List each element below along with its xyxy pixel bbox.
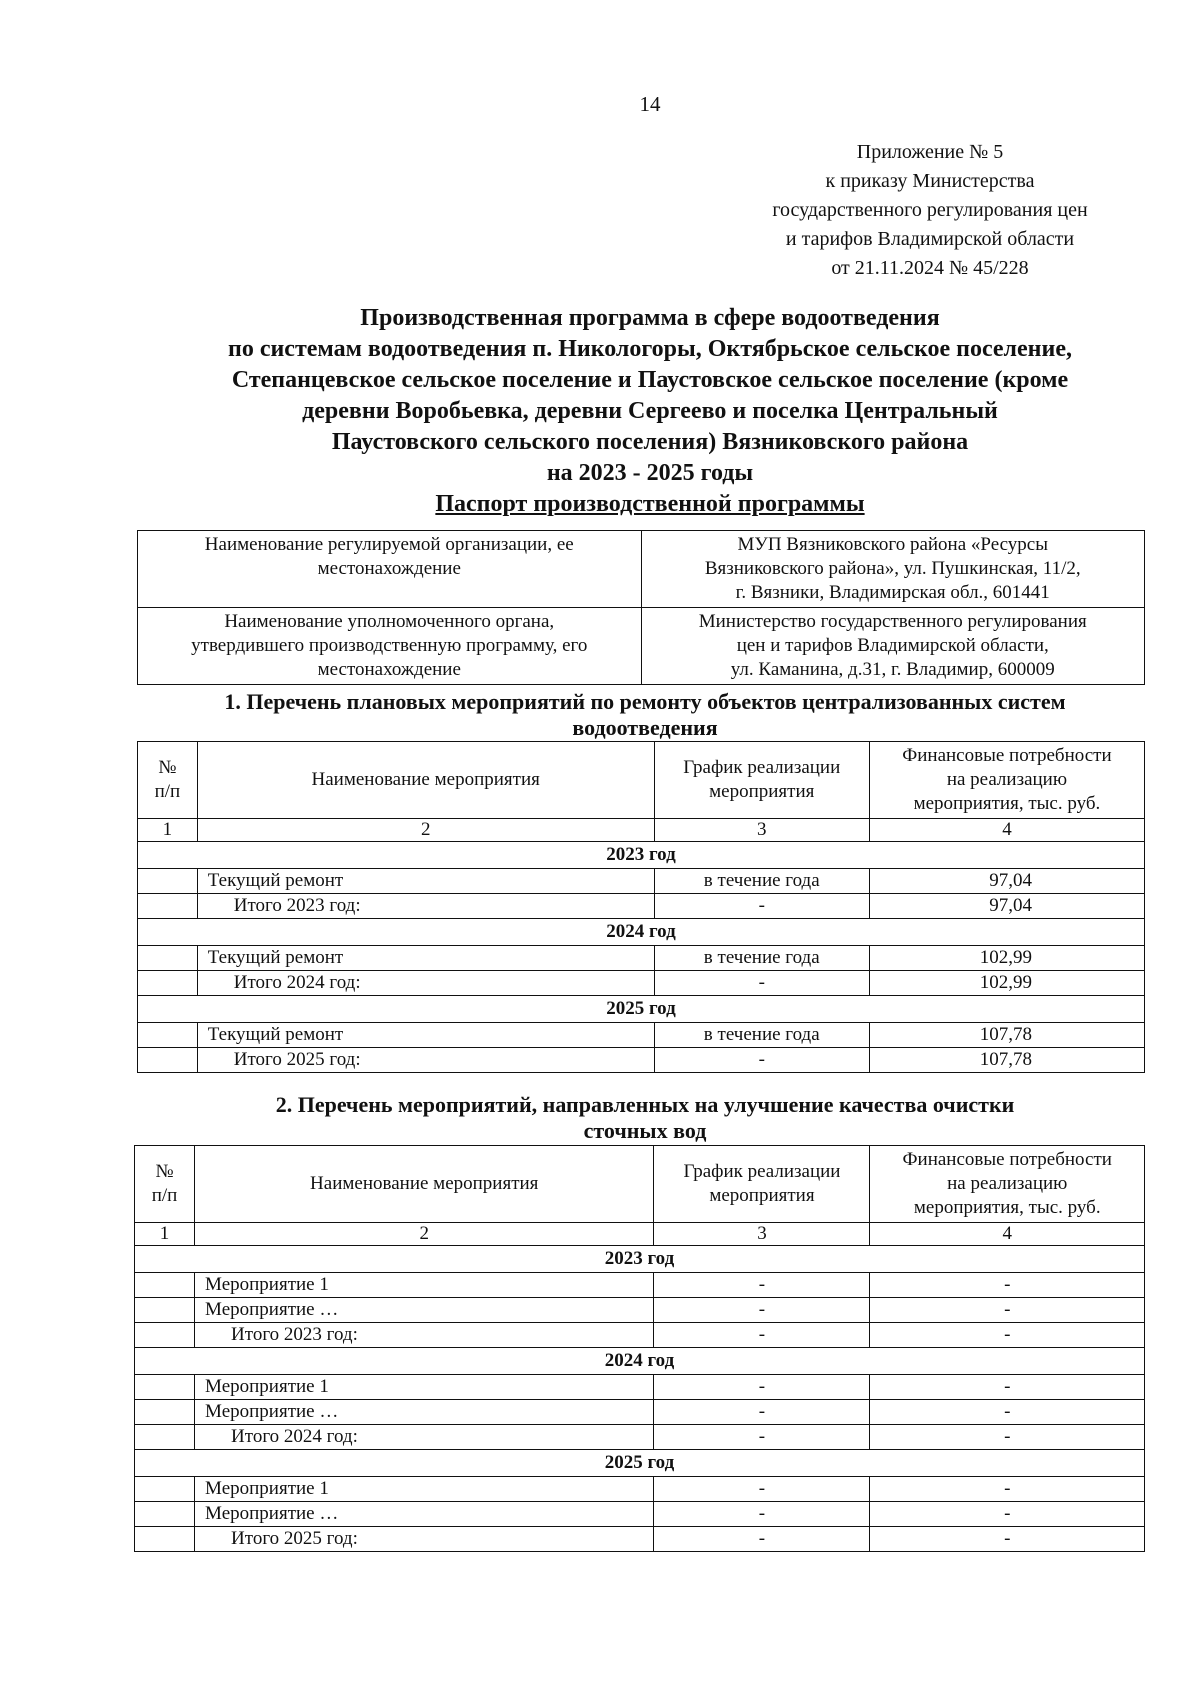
title-line: на 2023 - 2025 годы: [546, 460, 754, 486]
cell-name: Мероприятие …: [195, 1298, 654, 1323]
header-finance: [869, 742, 1144, 819]
cell-schedule: в течение года: [654, 1023, 869, 1048]
section-title-line: сточных вод: [583, 1118, 707, 1143]
passport-label-text: утвердившего производственную программу, его: [191, 635, 588, 656]
cell-no: [138, 1023, 198, 1048]
cell-amount: -: [870, 1375, 1145, 1400]
year-label: 2023 год: [135, 1246, 1145, 1273]
year-row: [135, 1246, 1145, 1273]
passport-table: [137, 530, 1145, 685]
header-text: №: [155, 1161, 174, 1182]
column-number: 2: [195, 1223, 654, 1246]
cell-total-label: Итого 2023 год:: [197, 894, 654, 919]
cell-no: [135, 1527, 195, 1552]
year-label: 2025 год: [138, 996, 1145, 1023]
cell-schedule: -: [654, 1502, 870, 1527]
title-line: деревни Воробьевка, деревни Сергеево и поселка Центральный: [302, 398, 998, 424]
cell-schedule: -: [654, 1527, 870, 1552]
cell-amount: 97,04: [869, 894, 1144, 919]
table-row: [138, 946, 1145, 971]
cell-amount: -: [870, 1273, 1145, 1298]
header-name: Наименование мероприятия: [197, 742, 654, 819]
cell-schedule: -: [654, 1273, 870, 1298]
cell-amount: -: [870, 1527, 1145, 1552]
year-label: 2024 год: [135, 1348, 1145, 1375]
year-label: 2024 год: [138, 919, 1145, 946]
cell-name: Текущий ремонт: [197, 946, 654, 971]
column-number: 1: [138, 819, 198, 842]
passport-value-text: Вязниковского района», ул. Пушкинская, 11/2,: [704, 558, 1081, 579]
cell-amount: -: [870, 1502, 1145, 1527]
passport-row: [138, 531, 1145, 608]
year-row: [135, 1348, 1145, 1375]
section-title-line: 2. Перечень мероприятий, направленных на улучшение качества очистки: [275, 1092, 1015, 1117]
table-row: [135, 1477, 1145, 1502]
total-row: [138, 971, 1145, 996]
repair-table: [137, 741, 1145, 1073]
passport-value: [641, 608, 1145, 685]
total-row: [135, 1425, 1145, 1450]
section-title-line: водоотведения: [572, 715, 718, 740]
header-text: п/п: [151, 1185, 178, 1206]
appendix-line: Приложение № 5: [856, 141, 1004, 163]
year-row: [138, 996, 1145, 1023]
table-row: [135, 1375, 1145, 1400]
header-text: мероприятия: [709, 781, 815, 802]
cell-no: [138, 946, 198, 971]
cell-no: [138, 1048, 198, 1073]
passport-value-text: г. Вязники, Владимирская обл., 601441: [735, 582, 1050, 603]
cell-name: Мероприятие 1: [195, 1273, 654, 1298]
column-number: 4: [870, 1223, 1145, 1246]
cell-no: [135, 1298, 195, 1323]
title-line: Паустовского сельского поселения) Вязниковского района: [331, 429, 969, 455]
cell-name: Мероприятие …: [195, 1400, 654, 1425]
passport-row: [138, 608, 1145, 685]
year-label: 2023 год: [138, 842, 1145, 869]
cell-total-label: Итого 2025 год:: [195, 1527, 654, 1552]
cell-amount: 102,99: [869, 971, 1144, 996]
passport-label-text: [144, 581, 635, 605]
header-text: Финансовые потребности: [902, 745, 1112, 766]
cell-schedule: -: [654, 971, 869, 996]
section-1-title: [130, 689, 1160, 741]
title-line: по системам водоотведения п. Никологоры, Октябрьское сельское поселение,: [228, 336, 1072, 362]
column-number: 3: [654, 1223, 870, 1246]
table-row: [135, 1400, 1145, 1425]
cell-amount: -: [870, 1323, 1145, 1348]
header-text: График реализации: [683, 1161, 841, 1182]
title-line: Производственная программа в сфере водоотведения: [360, 305, 940, 331]
cell-amount: 107,78: [869, 1023, 1144, 1048]
page-number: 14: [639, 92, 661, 116]
section-title-line: 1. Перечень плановых мероприятий по ремонту объектов централизованных систем: [224, 689, 1066, 714]
cell-schedule: -: [654, 1298, 870, 1323]
table-header-row: [135, 1146, 1145, 1223]
cell-no: [135, 1273, 195, 1298]
cell-amount: -: [870, 1425, 1145, 1450]
header-text: на реализацию: [947, 1173, 1068, 1194]
cell-schedule: -: [654, 1400, 870, 1425]
total-row: [135, 1527, 1145, 1552]
column-number: 4: [869, 819, 1144, 842]
cell-amount: 102,99: [869, 946, 1144, 971]
cell-no: [138, 869, 198, 894]
appendix-line: от 21.11.2024 № 45/228: [831, 257, 1029, 279]
cell-name: Текущий ремонт: [197, 1023, 654, 1048]
table-row: [135, 1298, 1145, 1323]
passport-label-text: Наименование регулируемой организации, ее: [204, 534, 574, 555]
cell-total-label: Итого 2023 год:: [195, 1323, 654, 1348]
cell-no: [135, 1425, 195, 1450]
cell-amount: 97,04: [869, 869, 1144, 894]
document-title: [120, 303, 1180, 520]
cell-amount: 107,78: [869, 1048, 1144, 1073]
column-number: 1: [135, 1223, 195, 1246]
appendix-line: к приказу Министерства: [825, 170, 1035, 192]
column-number: 3: [654, 819, 869, 842]
cell-schedule: -: [654, 1323, 870, 1348]
header-text: мероприятия: [709, 1185, 815, 1206]
cell-total-label: Итого 2025 год:: [197, 1048, 654, 1073]
cell-name: Мероприятие 1: [195, 1477, 654, 1502]
passport-label-text: местонахождение: [317, 558, 461, 579]
cell-schedule: -: [654, 1425, 870, 1450]
section-2-title: [130, 1092, 1160, 1144]
passport-value: [641, 531, 1145, 608]
cell-name: Мероприятие 1: [195, 1375, 654, 1400]
total-row: [138, 1048, 1145, 1073]
table-row: [135, 1502, 1145, 1527]
column-number-row: [138, 819, 1145, 842]
header-no: [135, 1146, 195, 1223]
appendix-block: [720, 138, 1140, 283]
cell-total-label: Итого 2024 год:: [197, 971, 654, 996]
header-text: п/п: [154, 781, 181, 802]
header-text: №: [158, 757, 177, 778]
title-line: Степанцевское сельское поселение и Паустовское сельское поселение (кроме: [231, 367, 1069, 393]
passport-label-text: местонахождение: [317, 659, 461, 680]
year-label: 2025 год: [135, 1450, 1145, 1477]
passport-value-text: ул. Каманина, д.31, г. Владимир, 600009: [730, 659, 1055, 680]
table-row: [135, 1273, 1145, 1298]
cell-no: [138, 971, 198, 996]
cell-no: [135, 1477, 195, 1502]
cell-schedule: в течение года: [654, 946, 869, 971]
table-header-row: [138, 742, 1145, 819]
total-row: [135, 1323, 1145, 1348]
header-schedule: [654, 742, 869, 819]
cell-schedule: -: [654, 894, 869, 919]
header-text: График реализации: [683, 757, 841, 778]
cell-no: [138, 894, 198, 919]
header-text: Финансовые потребности: [902, 1149, 1112, 1170]
cell-amount: -: [870, 1477, 1145, 1502]
passport-value-text: цен и тарифов Владимирской области,: [736, 635, 1049, 656]
cell-schedule: -: [654, 1048, 869, 1073]
table-row: [138, 1023, 1145, 1048]
cell-name: Мероприятие …: [195, 1502, 654, 1527]
header-text: на реализацию: [946, 769, 1068, 790]
cell-amount: -: [870, 1400, 1145, 1425]
table-row: [138, 869, 1145, 894]
year-row: [138, 842, 1145, 869]
quality-measures-table: [134, 1145, 1145, 1552]
cell-no: [135, 1502, 195, 1527]
cell-total-label: Итого 2024 год:: [195, 1425, 654, 1450]
cell-name: Текущий ремонт: [197, 869, 654, 894]
passport-value-text: Министерство государственного регулирования: [698, 611, 1087, 632]
header-text: мероприятия, тыс. руб.: [913, 793, 1101, 814]
column-number-row: [135, 1223, 1145, 1246]
cell-schedule: -: [654, 1477, 870, 1502]
header-name: Наименование мероприятия: [195, 1146, 654, 1223]
cell-no: [135, 1375, 195, 1400]
passport-value-text: МУП Вязниковского района «Ресурсы: [737, 534, 1049, 555]
appendix-line: и тарифов Владимирской области: [785, 228, 1075, 250]
header-text: мероприятия, тыс. руб.: [913, 1197, 1101, 1218]
passport-label-text: Наименование уполномоченного органа,: [224, 611, 555, 632]
cell-no: [135, 1400, 195, 1425]
year-row: [138, 919, 1145, 946]
total-row: [138, 894, 1145, 919]
passport-label: [138, 608, 642, 685]
cell-schedule: в течение года: [654, 869, 869, 894]
cell-amount: -: [870, 1298, 1145, 1323]
cell-no: [135, 1323, 195, 1348]
cell-schedule: -: [654, 1375, 870, 1400]
passport-title: Паспорт производственной программы: [435, 491, 865, 517]
year-row: [135, 1450, 1145, 1477]
passport-label: [138, 531, 642, 608]
appendix-line: государственного регулирования цен: [772, 199, 1088, 221]
header-schedule: [654, 1146, 870, 1223]
column-number: 2: [197, 819, 654, 842]
header-no: [138, 742, 198, 819]
header-finance: [870, 1146, 1145, 1223]
